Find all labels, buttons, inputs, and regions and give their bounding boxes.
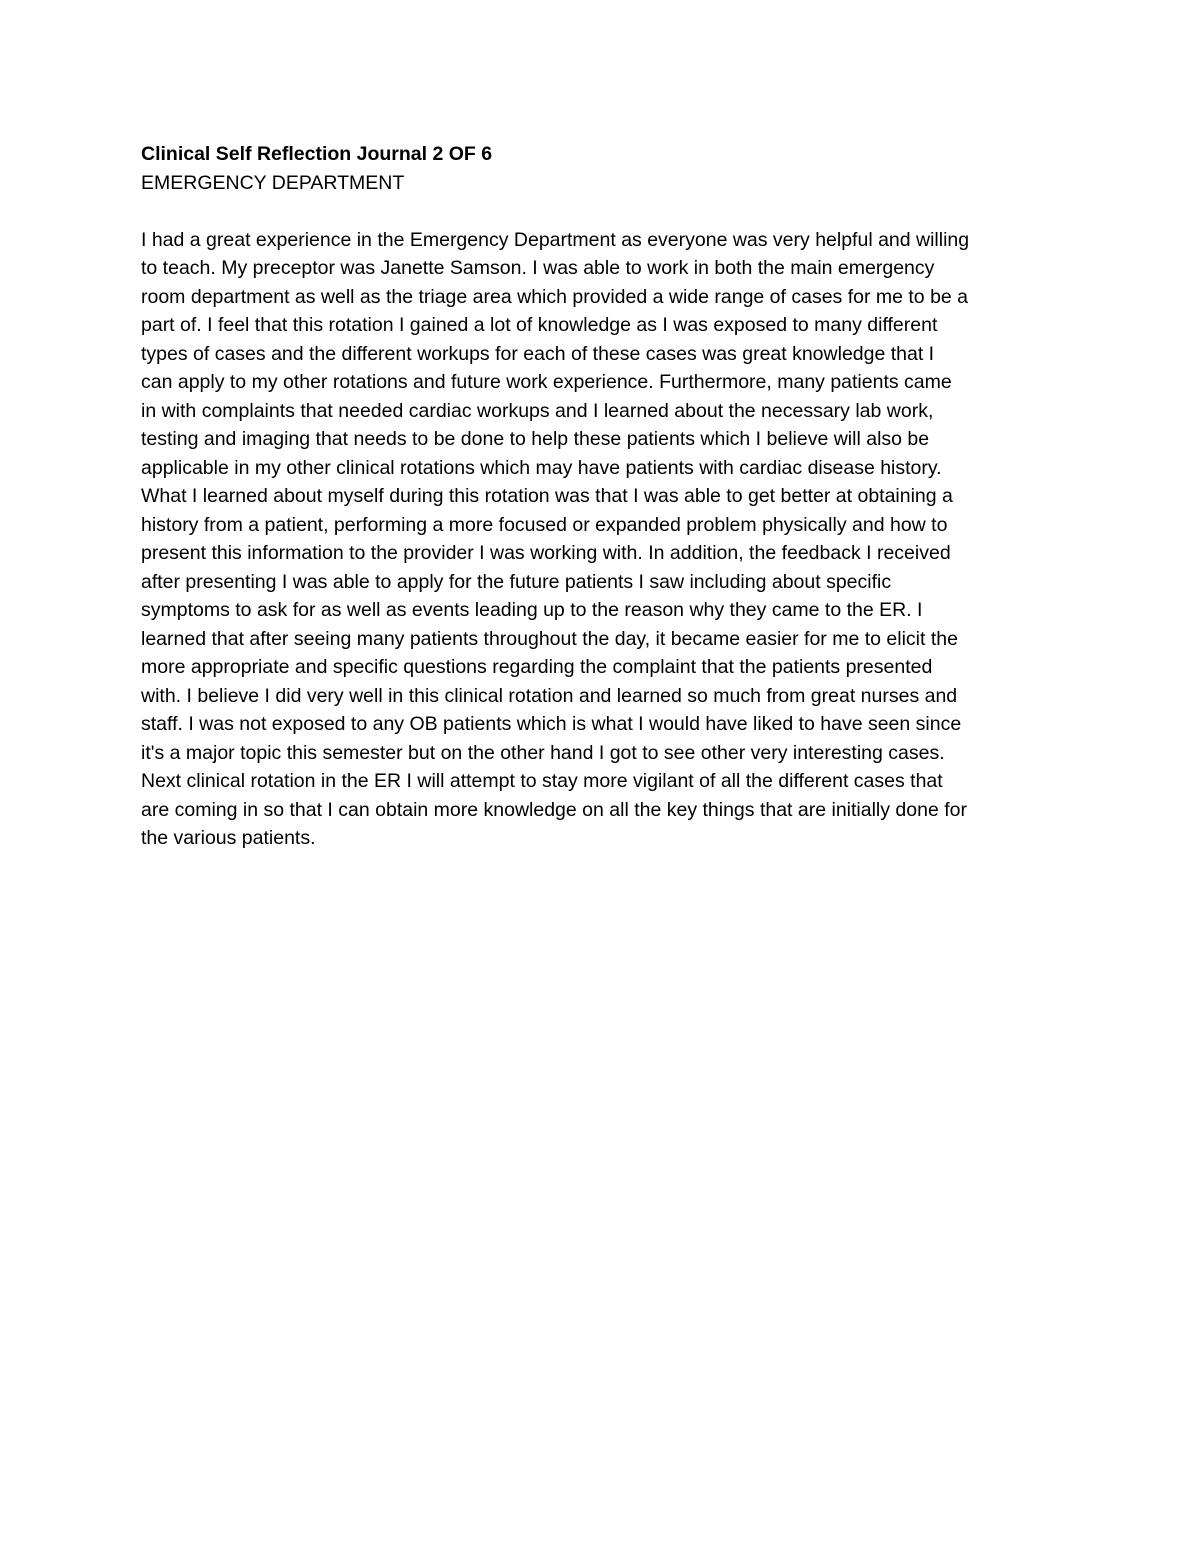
body-line: to teach. My preceptor was Janette Samson. I was able to work in both the main emergency (141, 257, 935, 279)
body-line: more appropriate and specific questions regarding the complaint that the patients presented (141, 656, 933, 678)
body-line: can apply to my other rotations and future work experience. Furthermore, many patients came (141, 371, 952, 393)
body-line: What I learned about myself during this rotation was that I was able to get better at obtaining a (141, 485, 953, 507)
body-line: part of. I feel that this rotation I gained a lot of knowledge as I was exposed to many different (141, 314, 938, 336)
document-content (141, 140, 1066, 853)
body-line: are coming in so that I can obtain more knowledge on all the key things that are initially done for (141, 798, 967, 821)
body-line: present this information to the provider I was working with. In addition, the feedback I received (141, 542, 951, 564)
body-line: Next clinical rotation in the ER I will attempt to stay more vigilant of all the different cases that (141, 770, 943, 792)
body-line: I had a great experience in the Emergency Department as everyone was very helpful and willing (141, 228, 970, 251)
body-line: learned that after seeing many patients throughout the day, it became easier for me to elicit the (141, 627, 958, 650)
document-title: Clinical Self Reflection Journal 2 OF 6 (141, 143, 493, 165)
body-line: it's a major topic this semester but on the other hand I got to see other very interesting cases. (141, 741, 945, 764)
body-line: history from a patient, performing a more focused or expanded problem physically and how to (141, 513, 948, 536)
body-line: applicable in my other clinical rotations which may have patients with cardiac disease history. (141, 456, 942, 479)
body-line: staff. I was not exposed to any OB patients which is what I would have liked to have seen since (141, 713, 962, 735)
body-line: room department as well as the triage area which provided a wide range of cases for me to be a (141, 285, 969, 308)
body-line: the various patients. (141, 827, 316, 849)
body-line: in with complaints that needed cardiac workups and I learned about the necessary lab work, (141, 399, 934, 422)
body-line: after presenting I was able to apply for the future patients I saw including about specific (141, 570, 892, 593)
body-line: testing and imaging that needs to be done to help these patients which I believe will also be (141, 428, 930, 450)
body-line: symptoms to ask for as well as events leading up to the reason why they came to the ER. I (141, 599, 923, 621)
body-line: with. I believe I did very well in this clinical rotation and learned so much from great nurses and (141, 684, 958, 707)
journal-body (141, 226, 1066, 853)
document-subtitle: EMERGENCY DEPARTMENT (141, 171, 405, 194)
body-line: types of cases and the different workups for each of these cases was great knowledge that I (141, 342, 935, 365)
